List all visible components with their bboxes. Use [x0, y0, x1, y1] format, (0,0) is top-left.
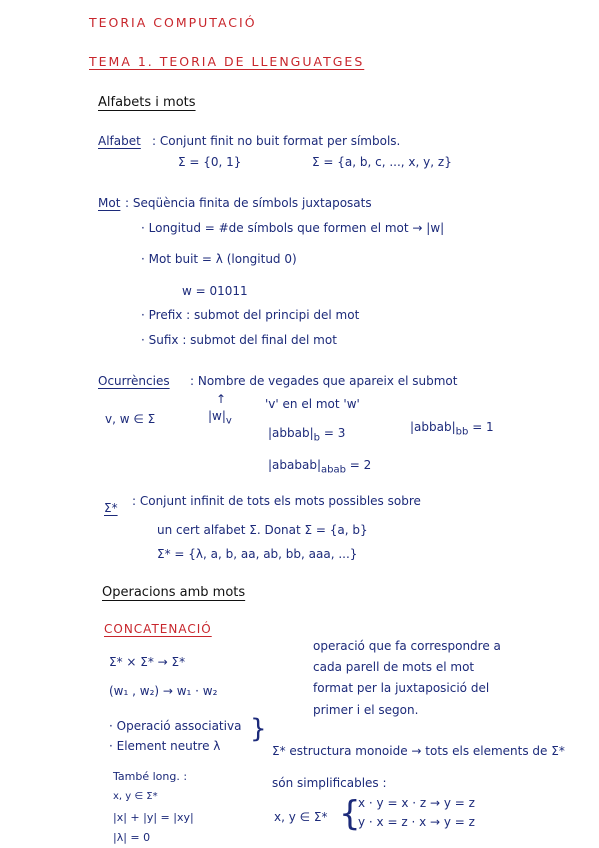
ocurrencies-label: Ocurrències — [98, 374, 170, 388]
concat-desc-4: primer i el segon. — [313, 703, 419, 717]
sigma-star-example: Σ* = {λ, a, b, aa, ab, bb, aaa, ...} — [157, 547, 358, 561]
vw-in-sigma: v, w ∈ Σ — [105, 412, 156, 426]
occ-in-mot: 'v' en el mot 'w' — [265, 397, 360, 411]
sigma-star-def-2: un cert alfabet Σ. Donat Σ = {a, b} — [157, 523, 368, 537]
mot-buit-item: · Mot buit = λ (longitud 0) — [141, 252, 297, 266]
concat-pair: (w₁ , w₂) → w₁ · w₂ — [109, 684, 218, 698]
tambe-long: També long. : — [113, 770, 188, 783]
sigma-star-label: Σ* — [104, 501, 118, 515]
concat-title: CONCATENACIÓ — [104, 622, 212, 636]
len-sum: |x| + |y| = |xy| — [113, 811, 194, 824]
occ-notation: $|w|_v$ — [208, 409, 232, 427]
brace-right-icon: } — [250, 714, 267, 744]
alfabet-example-1: Σ = {0, 1} — [178, 155, 242, 169]
mot-label: Mot — [98, 196, 121, 210]
course-title: TEORIA COMPUTACIÓ — [89, 15, 257, 30]
rule-right-cancel: y · x = z · x → y = z — [358, 815, 475, 829]
alfabet-def: : Conjunt finit no buit format per símbols. — [152, 134, 401, 148]
section-operations: Operacions amb mots — [102, 585, 246, 600]
alfabet-label: Alfabet — [98, 134, 141, 148]
section-alphabets: Alfabets i mots — [98, 95, 196, 110]
assoc-item: · Operació associativa — [109, 719, 242, 733]
sigma-star-def-1: : Conjunt infinit de tots els mots possibles sobre — [132, 494, 421, 508]
topic-title: TEMA 1. TEORIA DE LLENGUATGES — [89, 54, 365, 69]
concat-desc-1: operació que fa correspondre a — [313, 639, 501, 653]
xy-in-sigma-2: x, y ∈ Σ* — [274, 810, 328, 824]
arrow-up-icon: ↑ — [216, 392, 227, 406]
xy-in-sigma: x, y ∈ Σ* — [113, 791, 158, 802]
rule-left-cancel: x · y = x · z → y = z — [358, 796, 475, 810]
w-example: w = 01011 — [182, 284, 248, 298]
simplificables-line: són simplificables : — [272, 776, 387, 790]
sufix-item: · Sufix : submot del final del mot — [141, 333, 337, 347]
ocurrencies-def: : Nombre de vegades que apareix el submot — [190, 374, 458, 388]
longitud-item: · Longitud = #de símbols que formen el mot → |w| — [141, 221, 445, 235]
occ-example-1: $|abbab|_b = 3$ — [268, 426, 346, 444]
occ-example-3: $|ababab|_{abab} = 2$ — [268, 458, 372, 476]
neutre-item: · Element neutre λ — [109, 739, 221, 753]
concat-desc-3: format per la juxtaposició del — [313, 681, 490, 695]
len-empty: |λ| = 0 — [113, 831, 151, 844]
concat-desc-2: cada parell de mots el mot — [313, 660, 475, 674]
occ-example-2: $|abbab|_{bb} = 1$ — [410, 420, 494, 438]
concat-mapping: Σ* × Σ* → Σ* — [109, 655, 186, 669]
alfabet-example-2: Σ = {a, b, c, ..., x, y, z} — [312, 155, 452, 169]
brace-left-icon: { — [339, 794, 361, 834]
monoide-line: Σ* estructura monoide → tots els elements de Σ* — [272, 744, 565, 758]
prefix-item: · Prefix : submot del principi del mot — [141, 308, 360, 322]
mot-def: : Seqüència finita de símbols juxtaposats — [125, 196, 372, 210]
